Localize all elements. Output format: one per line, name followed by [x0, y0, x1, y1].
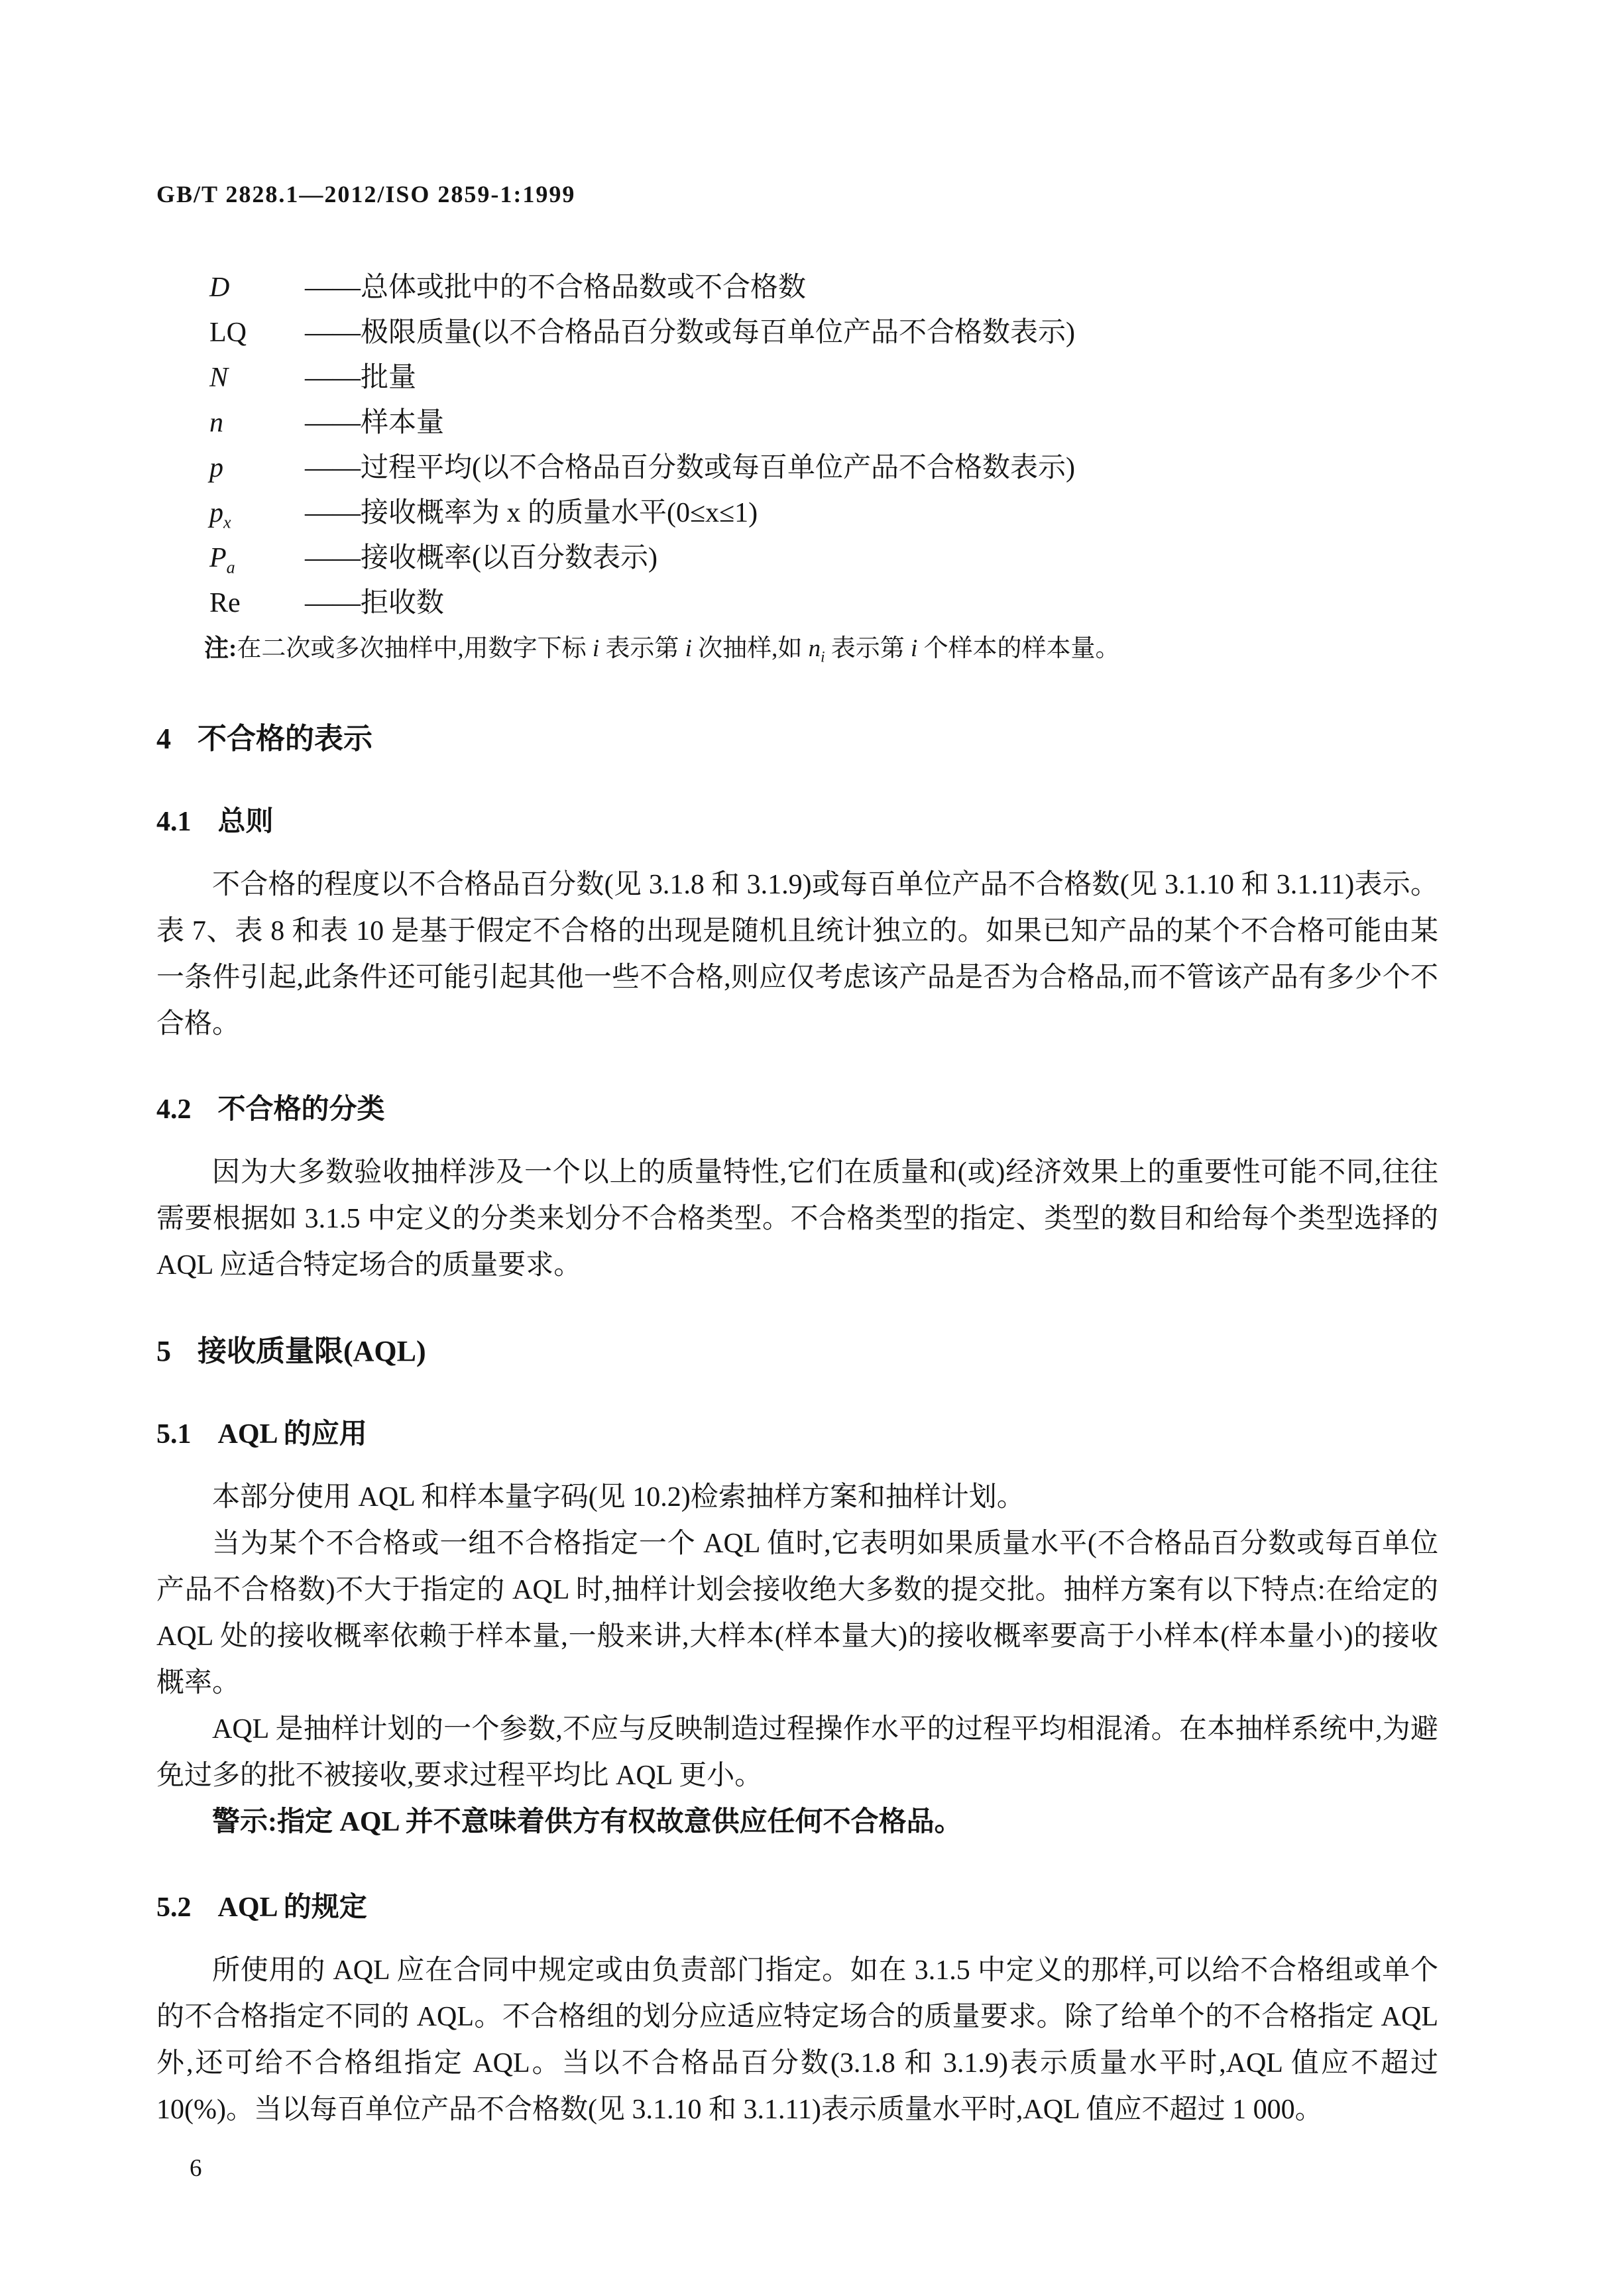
section-5-1-paragraph: 当为某个不合格或一组不合格指定一个 AQL 值时,它表明如果质量水平(不合格品百分数或每百单位产品不合格数)不大于指定的 AQL 时,抽样计划会接收绝大多数的提交批。抽样方案有以下特点:在给定的 AQL 处的接收概率依赖于样本量,一般来讲,大样本(样本量大)的接收概率要高于小样本(样本量小)的接收概率。: [156, 1528, 1438, 1699]
aql-warning: 警示:指定 AQL 并不意味着供方有权故意供应任何不合格品。: [212, 1807, 962, 1838]
page-number: 6: [190, 2155, 202, 2183]
definition-row: [156, 310, 1438, 355]
section-4-2-heading: [156, 1090, 1438, 1129]
section-5-1-paragraph: 本部分使用 AQL 和样本量字码(见 10.2)检索抽样方案和抽样计划。: [212, 1482, 1025, 1513]
definition-description: ——样本量: [305, 408, 445, 438]
definition-row: [156, 400, 1438, 445]
section-5-heading: [156, 1331, 1438, 1372]
definition-description: ——极限质量(以不合格品百分数或每百单位产品不合格数表示): [305, 317, 1075, 348]
symbols-note: 注:在二次或多次抽样中,用数字下标 i 表示第 i 次抽样,如 $n_i$ 表示第 i 个样本的样本量。: [204, 635, 1120, 665]
section-4-1-title: 总则: [217, 807, 274, 838]
definition-description: ——接收概率为 x 的质量水平(0≤x≤1): [305, 498, 758, 528]
definition-row: [156, 490, 1438, 536]
definition-symbol: $p_x$: [209, 498, 231, 532]
section-4-number: 4: [156, 722, 171, 756]
section-4-2-title: 不合格的分类: [217, 1094, 385, 1125]
section-5-1-paragraph: AQL 是抽样计划的一个参数,不应与反映制造过程操作水平的过程平均相混淆。在本抽样系统中,为避免过多的批不被接收,要求过程平均比 AQL 更小。: [156, 1714, 1438, 1792]
definition-row: [156, 536, 1438, 581]
definition-symbol: N: [209, 363, 229, 393]
section-4-1-number: 4.1: [156, 807, 192, 838]
page-content: [156, 0, 1438, 2183]
definition-symbol: $P_a$: [209, 543, 235, 577]
definition-description: ——总体或批中的不合格品数或不合格数: [305, 272, 807, 303]
section-5-1-heading: [156, 1414, 1438, 1454]
definition-row: [156, 581, 1438, 626]
section-4-2-number: 4.2: [156, 1094, 192, 1125]
definition-symbol: LQ: [209, 317, 247, 348]
section-5-2-paragraph: 所使用的 AQL 应在合同中规定或由负责部门指定。如在 3.1.5 中定义的那样,可以给不合格组或单个的不合格指定不同的 AQL。不合格组的划分应适应特定场合的质量要求。除了给单个的不合格指定 AQL 外,还可给不合格组指定 AQL。当以不合格品百分数(3.1.8 和 3.1.9)表示质量水平时,AQL 值应不超过 10(%)。当以每百单位产品不合格数(见 3.1.10 和 3.1.11)表示质量水平时,AQL 值应不超过 1 000。: [156, 1955, 1438, 2126]
definition-description: ——接收概率(以百分数表示): [305, 543, 657, 573]
section-5-2-title: AQL 的规定: [217, 1892, 367, 1923]
definition-description: ——过程平均(以不合格品百分数或每百单位产品不合格数表示): [305, 453, 1075, 483]
definition-symbol: n: [209, 408, 223, 438]
section-5-2-number: 5.2: [156, 1892, 192, 1923]
document-code: GB/T 2828.1—2012/ISO 2859-1:1999: [156, 181, 576, 207]
definition-symbol: D: [209, 272, 230, 303]
definition-symbol: Re: [209, 588, 241, 618]
section-5-1-number: 5.1: [156, 1419, 192, 1450]
note-label: 注:: [204, 635, 237, 662]
definition-description: ——批量: [305, 363, 417, 393]
definition-row: [156, 355, 1438, 400]
section-4-heading: [156, 718, 1438, 760]
section-4-2-paragraph: 因为大多数验收抽样涉及一个以上的质量特性,它们在质量和(或)经济效果上的重要性可能不同,往往需要根据如 3.1.5 中定义的分类来划分不合格类型。不合格类型的指定、类型的数目和给每个类型选择的 AQL 应适合特定场合的质量要求。: [156, 1157, 1438, 1281]
definition-symbol: p: [209, 453, 223, 483]
symbol-definition-list: [156, 265, 1438, 626]
section-5-1-title: AQL 的应用: [217, 1419, 367, 1450]
section-4-title: 不合格的表示: [198, 722, 372, 756]
definition-row: [156, 445, 1438, 490]
section-5-title: 接收质量限(AQL): [198, 1335, 426, 1368]
section-4-1-paragraph: 不合格的程度以不合格品百分数(见 3.1.8 和 3.1.9)或每百单位产品不合格数(见 3.1.10 和 3.1.11)表示。表 7、表 8 和表 10 是基于假定不合格的出现是随机且统计独立的。如果已知产品的某个不合格可能由某一条件引起,此条件还可能引起其他一些不合格,则应仅考虑该产品是否为合格品,而不管该产品有多少个不合格。: [156, 870, 1438, 1040]
definition-description: ——拒收数: [305, 588, 445, 618]
section-5-2-heading: [156, 1888, 1438, 1927]
section-5-number: 5: [156, 1335, 171, 1368]
section-4-1-heading: [156, 802, 1438, 842]
definition-row: [156, 265, 1438, 310]
